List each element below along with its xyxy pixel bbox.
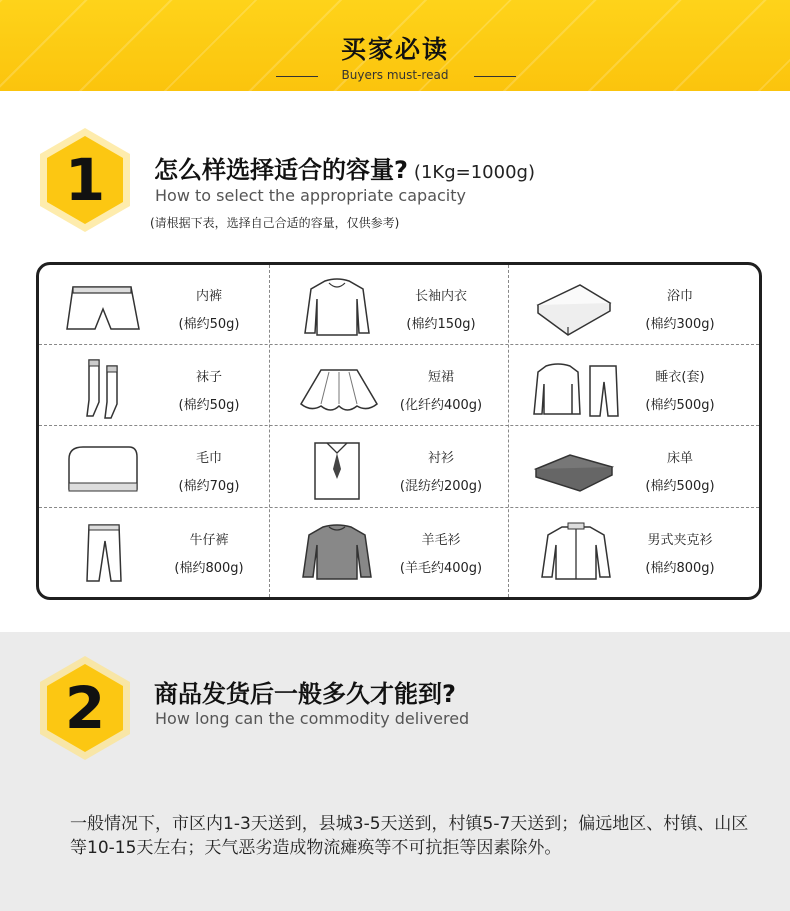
pajamas-icon [530, 358, 630, 420]
capacity-cell [510, 509, 750, 592]
delivery-description: 一般情况下，市区内1-3天送到，县城3-5天送到，村镇5-7天送到；偏远地区、村镇、山区等10-15天左右；天气恶劣造成物流瘫痪等不可抗拒等因素除外。 [70, 814, 749, 858]
capacity-cell [510, 265, 750, 348]
item-weight: (棉约300g) [645, 317, 715, 332]
jacket-icon [530, 521, 630, 583]
item-weight: (羊毛约400g) [399, 561, 483, 576]
jeans-icon [59, 521, 159, 583]
shirt-icon [291, 439, 391, 501]
item-name: 衬衫 [427, 451, 454, 466]
long-sleeve-undershirt-icon [291, 277, 391, 339]
item-weight: (棉约50g) [178, 317, 240, 332]
capacity-cell [510, 427, 750, 510]
item-name: 睡衣(套) [655, 370, 705, 385]
skirt-icon [291, 358, 391, 420]
item-name: 牛仔裤 [189, 533, 229, 548]
section-title: 商品发货后一般多久才能到? [154, 680, 456, 708]
bath-towel-icon [530, 277, 630, 339]
item-name: 短裙 [427, 370, 454, 385]
banner-subtitle: Buyers must-read [341, 68, 449, 82]
capacity-cell [271, 509, 511, 592]
item-weight: (棉约800g) [174, 561, 244, 576]
capacity-cell [271, 265, 511, 348]
section-number-badge [31, 126, 139, 234]
section-hint: (请根据下表，选择自己合适的容量，仅供参考) [150, 216, 400, 230]
item-weight: (棉约500g) [645, 398, 715, 413]
underwear-icon [59, 277, 159, 339]
item-weight: (棉约50g) [178, 398, 240, 413]
capacity-cell [39, 509, 279, 592]
section-title [154, 150, 535, 185]
item-name: 男式夹克衫 [647, 533, 713, 548]
section-number: 2 [64, 674, 106, 742]
item-weight: (棉约150g) [406, 317, 476, 332]
section-subtitle-en: How long can the commodity delivered [155, 709, 470, 728]
section-number: 1 [64, 146, 106, 214]
capacity-cell [271, 427, 511, 510]
item-weight: (棉约500g) [645, 479, 715, 494]
item-name: 长袖内衣 [414, 289, 467, 304]
banner-title: 买家必读 [340, 35, 449, 64]
item-weight: (棉约70g) [178, 479, 240, 494]
item-name: 浴巾 [666, 289, 693, 304]
section-subtitle-en: How to select the appropriate capacity [155, 186, 466, 205]
item-weight: (化纤约400g) [399, 398, 483, 413]
capacity-cell [39, 265, 279, 348]
item-name: 羊毛衫 [421, 533, 461, 548]
section-title-text: 怎么样选择适合的容量? [154, 156, 408, 184]
top-banner [0, 0, 790, 91]
item-name: 床单 [666, 451, 693, 466]
socks-icon [59, 358, 159, 420]
capacity-cell [271, 346, 511, 429]
section-number-badge [31, 654, 139, 762]
item-name: 毛巾 [195, 451, 222, 466]
capacity-cell [510, 346, 750, 429]
item-name: 袜子 [195, 370, 222, 385]
sweater-icon [291, 521, 391, 583]
item-name: 内裤 [195, 289, 222, 304]
item-weight: (棉约800g) [645, 561, 715, 576]
item-weight: (混纺约200g) [399, 479, 483, 494]
capacity-cell [39, 427, 279, 510]
capacity-table [36, 262, 762, 600]
capacity-cell [39, 346, 279, 429]
unit-note: (1Kg=1000g) [413, 162, 535, 183]
towel-icon [59, 439, 159, 501]
bed-sheet-icon [530, 439, 630, 501]
